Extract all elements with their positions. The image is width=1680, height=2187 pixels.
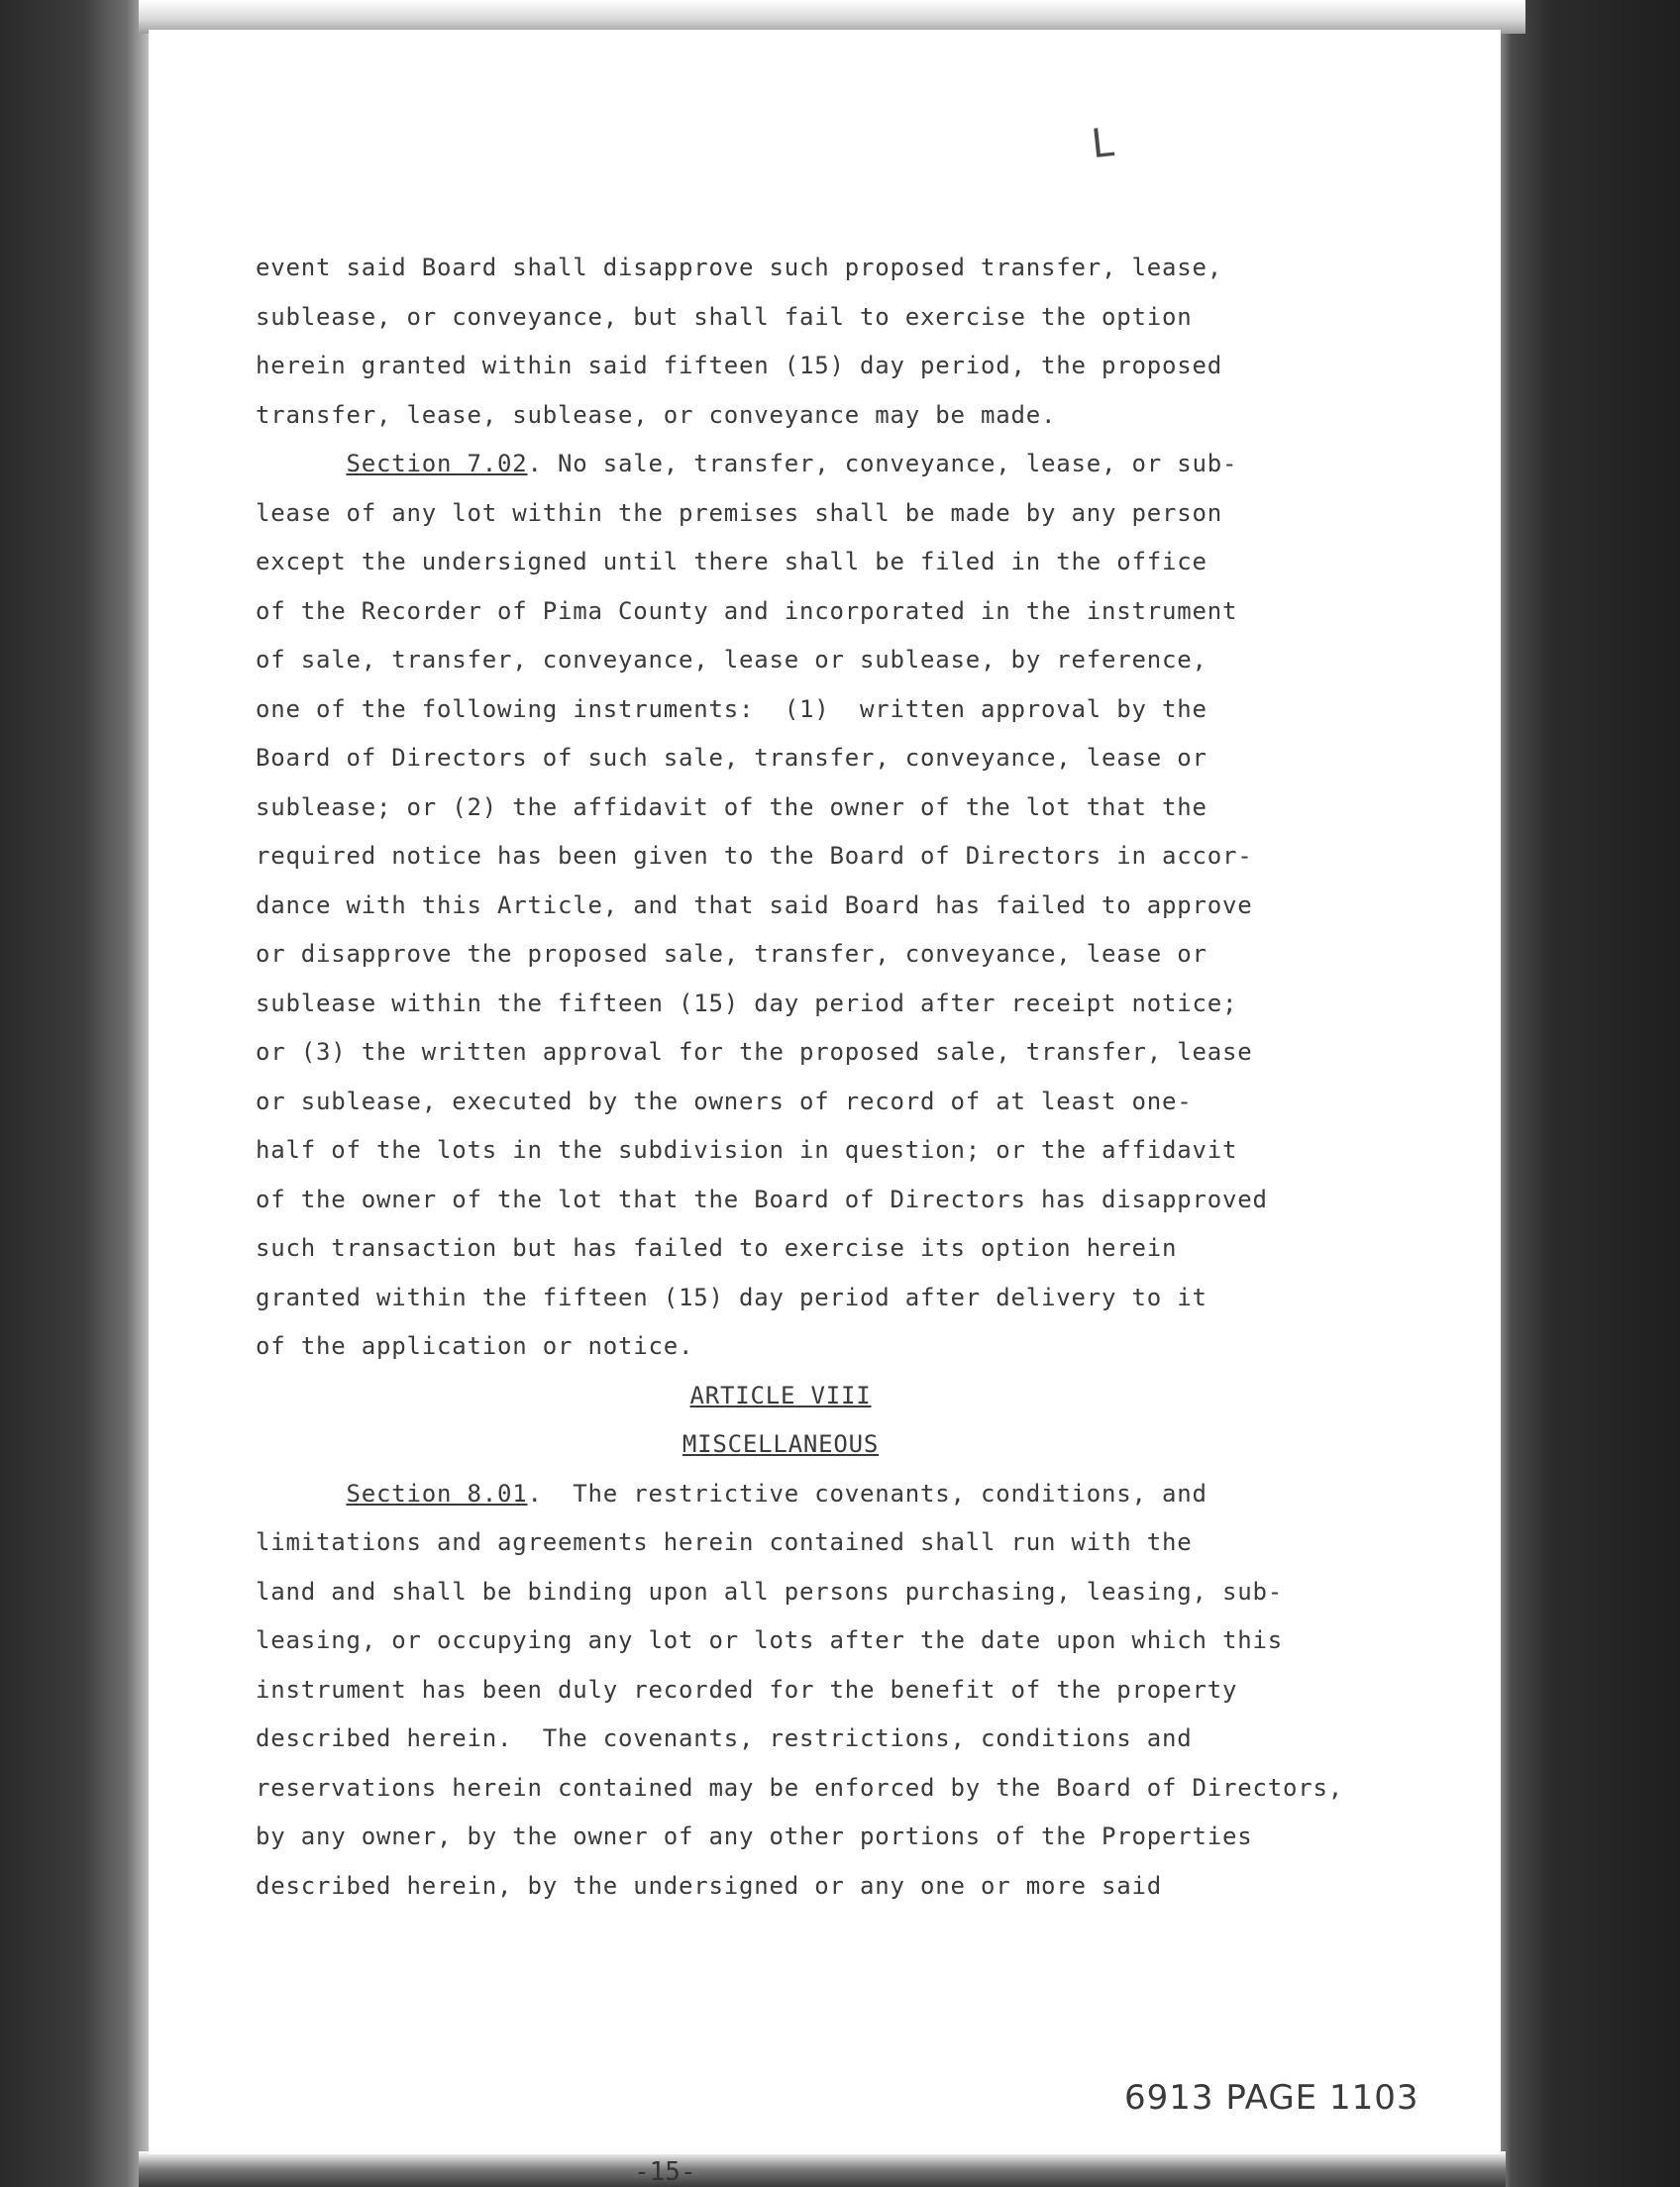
document-body <box>256 244 1504 1911</box>
text-line: of the owner of the lot that the Board of Directors has disapproved <box>256 1185 1268 1213</box>
section-7-02-first-line <box>256 440 1504 489</box>
article-subtitle: MISCELLANEOUS <box>682 1430 880 1458</box>
scan-shadow-top <box>139 0 1525 34</box>
page-number: -15- <box>634 2157 696 2187</box>
text-line: instrument has been duly recorded for the benefit of the property <box>256 1675 1238 1704</box>
text-line: required notice has been given to the Board of Directors in accor- <box>256 842 1253 870</box>
text-line: such transaction but has failed to exercise its option herein <box>256 1234 1178 1262</box>
text-line: of the Recorder of Pima County and incorporated in the instrument <box>256 596 1238 625</box>
scan-shadow-right <box>1497 0 1680 2187</box>
text-line: or disapprove the proposed sale, transfer, conveyance, lease or <box>256 940 1208 968</box>
text-line: by any owner, by the owner of any other portions of the Properties <box>256 1822 1253 1850</box>
section-8-01-first-line-text: . The restrictive covenants, conditions, and <box>527 1479 1208 1508</box>
article-title: ARTICLE VIII <box>689 1381 872 1409</box>
text-line: transfer, lease, sublease, or conveyance may be made. <box>256 400 1057 429</box>
text-line: sublease; or (2) the affidavit of the owner of the lot that the <box>256 792 1208 821</box>
section-8-01-first-line <box>256 1470 1504 1519</box>
document-page <box>149 30 1501 2154</box>
text-line: sublease, or conveyance, but shall fail to exercise the option <box>256 302 1193 331</box>
text-line: except the undersigned until there shall be filed in the office <box>256 548 1208 575</box>
text-line: or sublease, executed by the owners of record of at least one- <box>256 1087 1193 1115</box>
text-line: lease of any lot within the premises shall be made by any person <box>256 498 1222 527</box>
text-line: described herein. The covenants, restrictions, conditions and <box>256 1724 1193 1752</box>
corner-mark: ᒪ <box>1089 119 1116 168</box>
text-line: leasing, or occupying any lot or lots after the date upon which this <box>256 1626 1283 1654</box>
text-line: described herein, by the undersigned or any one or more said <box>256 1871 1162 1900</box>
section-8-01-heading: Section 8.01 <box>346 1479 528 1508</box>
text-line: dance with this Article, and that said Board has failed to approve <box>256 890 1253 919</box>
text-line: herein granted within said fifteen (15) day period, the proposed <box>256 352 1222 379</box>
text-line: limitations and agreements herein contained shall run with the <box>256 1528 1193 1556</box>
text-line: of sale, transfer, conveyance, lease or sublease, by reference, <box>256 646 1208 674</box>
scan-shadow-left <box>0 0 149 2187</box>
book-page-stamp: 6913 PAGE 1103 <box>1124 2078 1419 2118</box>
text-line: reservations herein contained may be enforced by the Board of Directors, <box>256 1773 1343 1802</box>
scan-shadow-bottom <box>139 2151 1506 2187</box>
text-line: one of the following instruments: (1) written approval by the <box>256 694 1208 723</box>
text-line: sublease within the fifteen (15) day period after receipt notice; <box>256 989 1238 1017</box>
section-7-02-first-line-text: . No sale, transfer, conveyance, lease, or sub- <box>527 450 1238 477</box>
text-line: or (3) the written approval for the proposed sale, transfer, lease <box>256 1038 1253 1066</box>
text-line: granted within the fifteen (15) day period after delivery to it <box>256 1283 1208 1311</box>
text-line: half of the lots in the subdivision in question; or the affidavit <box>256 1136 1238 1164</box>
section-7-02-heading: Section 7.02 <box>346 450 528 477</box>
text-line: Board of Directors of such sale, transfer, conveyance, lease or <box>256 744 1208 772</box>
text-line: event said Board shall disapprove such proposed transfer, lease, <box>256 254 1222 281</box>
text-line: of the application or notice. <box>256 1332 694 1360</box>
text-line: land and shall be binding upon all persons purchasing, leasing, sub- <box>256 1577 1283 1606</box>
